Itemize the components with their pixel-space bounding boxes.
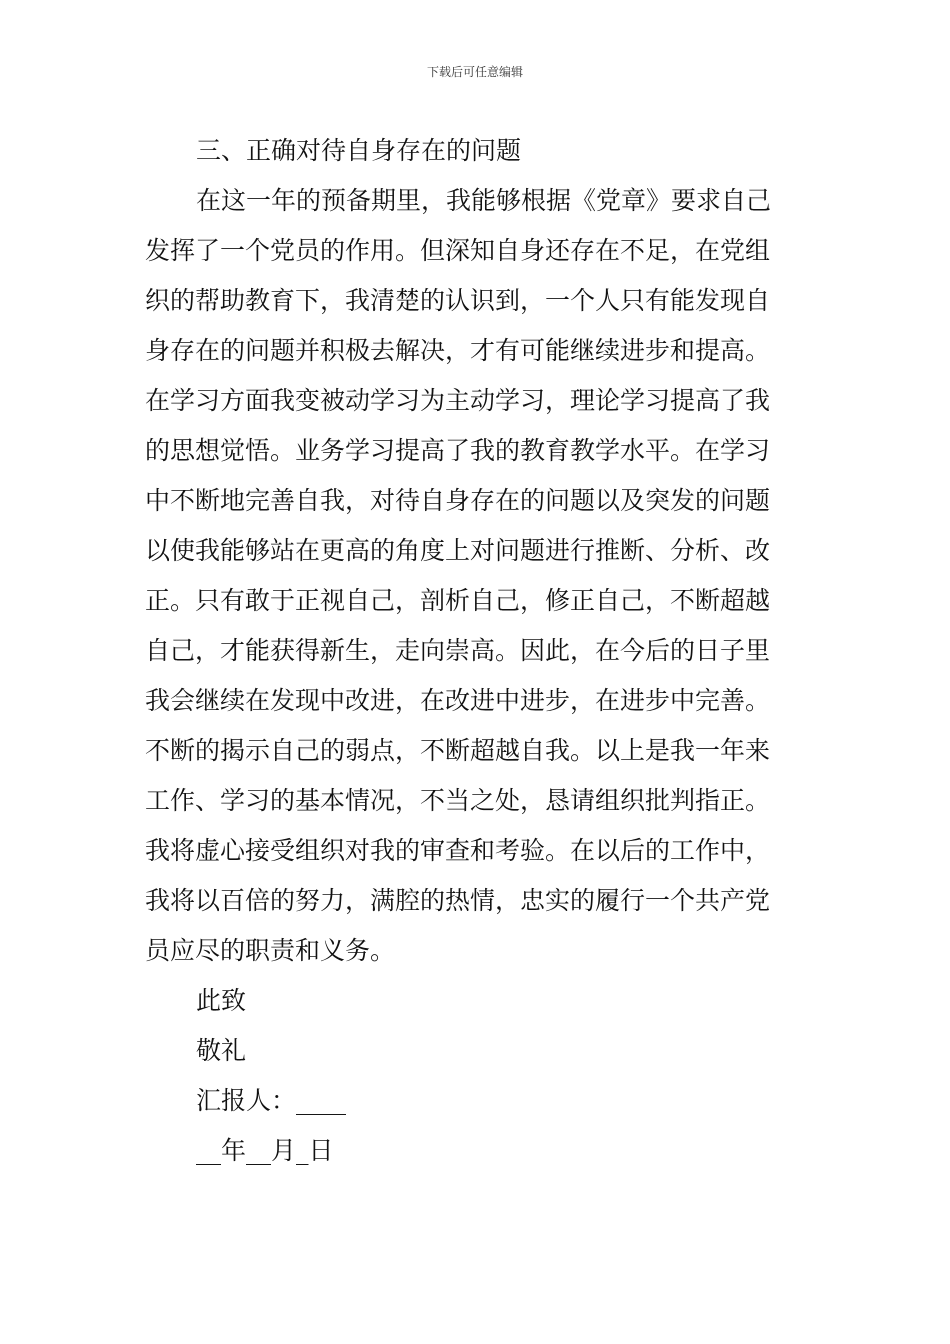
body-line: 正。只有敢于正视自己，剖析自己，修正自己，不断超越 bbox=[145, 586, 771, 615]
body-line: 在这一年的预备期里，我能够根据《党章》要求自己 bbox=[196, 186, 772, 215]
body-line: 自己，才能获得新生，走向崇高。因此，在今后的日子里 bbox=[145, 636, 771, 665]
body-line: 的思想觉悟。业务学习提高了我的教育教学水平。在学习 bbox=[145, 436, 771, 465]
section-heading: 三、正确对待自身存在的问题 bbox=[196, 136, 522, 165]
body-line: 我将以百倍的努力，满腔的热情，忠实的履行一个共产党 bbox=[145, 886, 771, 915]
body-line: 织的帮助教育下，我清楚的认识到，一个人只有能发现自 bbox=[145, 286, 771, 315]
body-line: 我会继续在发现中改进，在改进中进步，在进步中完善。 bbox=[145, 686, 771, 715]
body-line: 以使我能够站在更高的角度上对问题进行推断、分析、改 bbox=[145, 536, 771, 565]
header-note: 下载后可任意编辑 bbox=[426, 65, 523, 79]
body-line: 在学习方面我变被动学习为主动学习，理论学习提高了我 bbox=[145, 386, 771, 415]
document-body bbox=[145, 126, 807, 1176]
date-line: __年__月_日 bbox=[196, 1136, 334, 1165]
body-line: 不断的揭示自己的弱点，不断超越自我。以上是我一年来 bbox=[145, 736, 771, 765]
reporter-signature-line: 汇报人：____ bbox=[196, 1086, 347, 1115]
body-line: 身存在的问题并积极去解决，才有可能继续进步和提高。 bbox=[145, 336, 771, 365]
body-line: 工作、学习的基本情况，不当之处，恳请组织批判指正。 bbox=[145, 786, 771, 815]
closing-greeting: 此致 bbox=[196, 986, 247, 1015]
closing-salute: 敬礼 bbox=[196, 1036, 247, 1065]
body-line: 中不断地完善自我，对待自身存在的问题以及突发的问题 bbox=[145, 486, 771, 515]
body-line: 员应尽的职责和义务。 bbox=[145, 936, 396, 965]
body-line: 我将虚心接受组织对我的审查和考验。在以后的工作中， bbox=[145, 836, 771, 865]
body-line: 发挥了一个党员的作用。但深知自身还存在不足，在党组 bbox=[145, 236, 771, 265]
